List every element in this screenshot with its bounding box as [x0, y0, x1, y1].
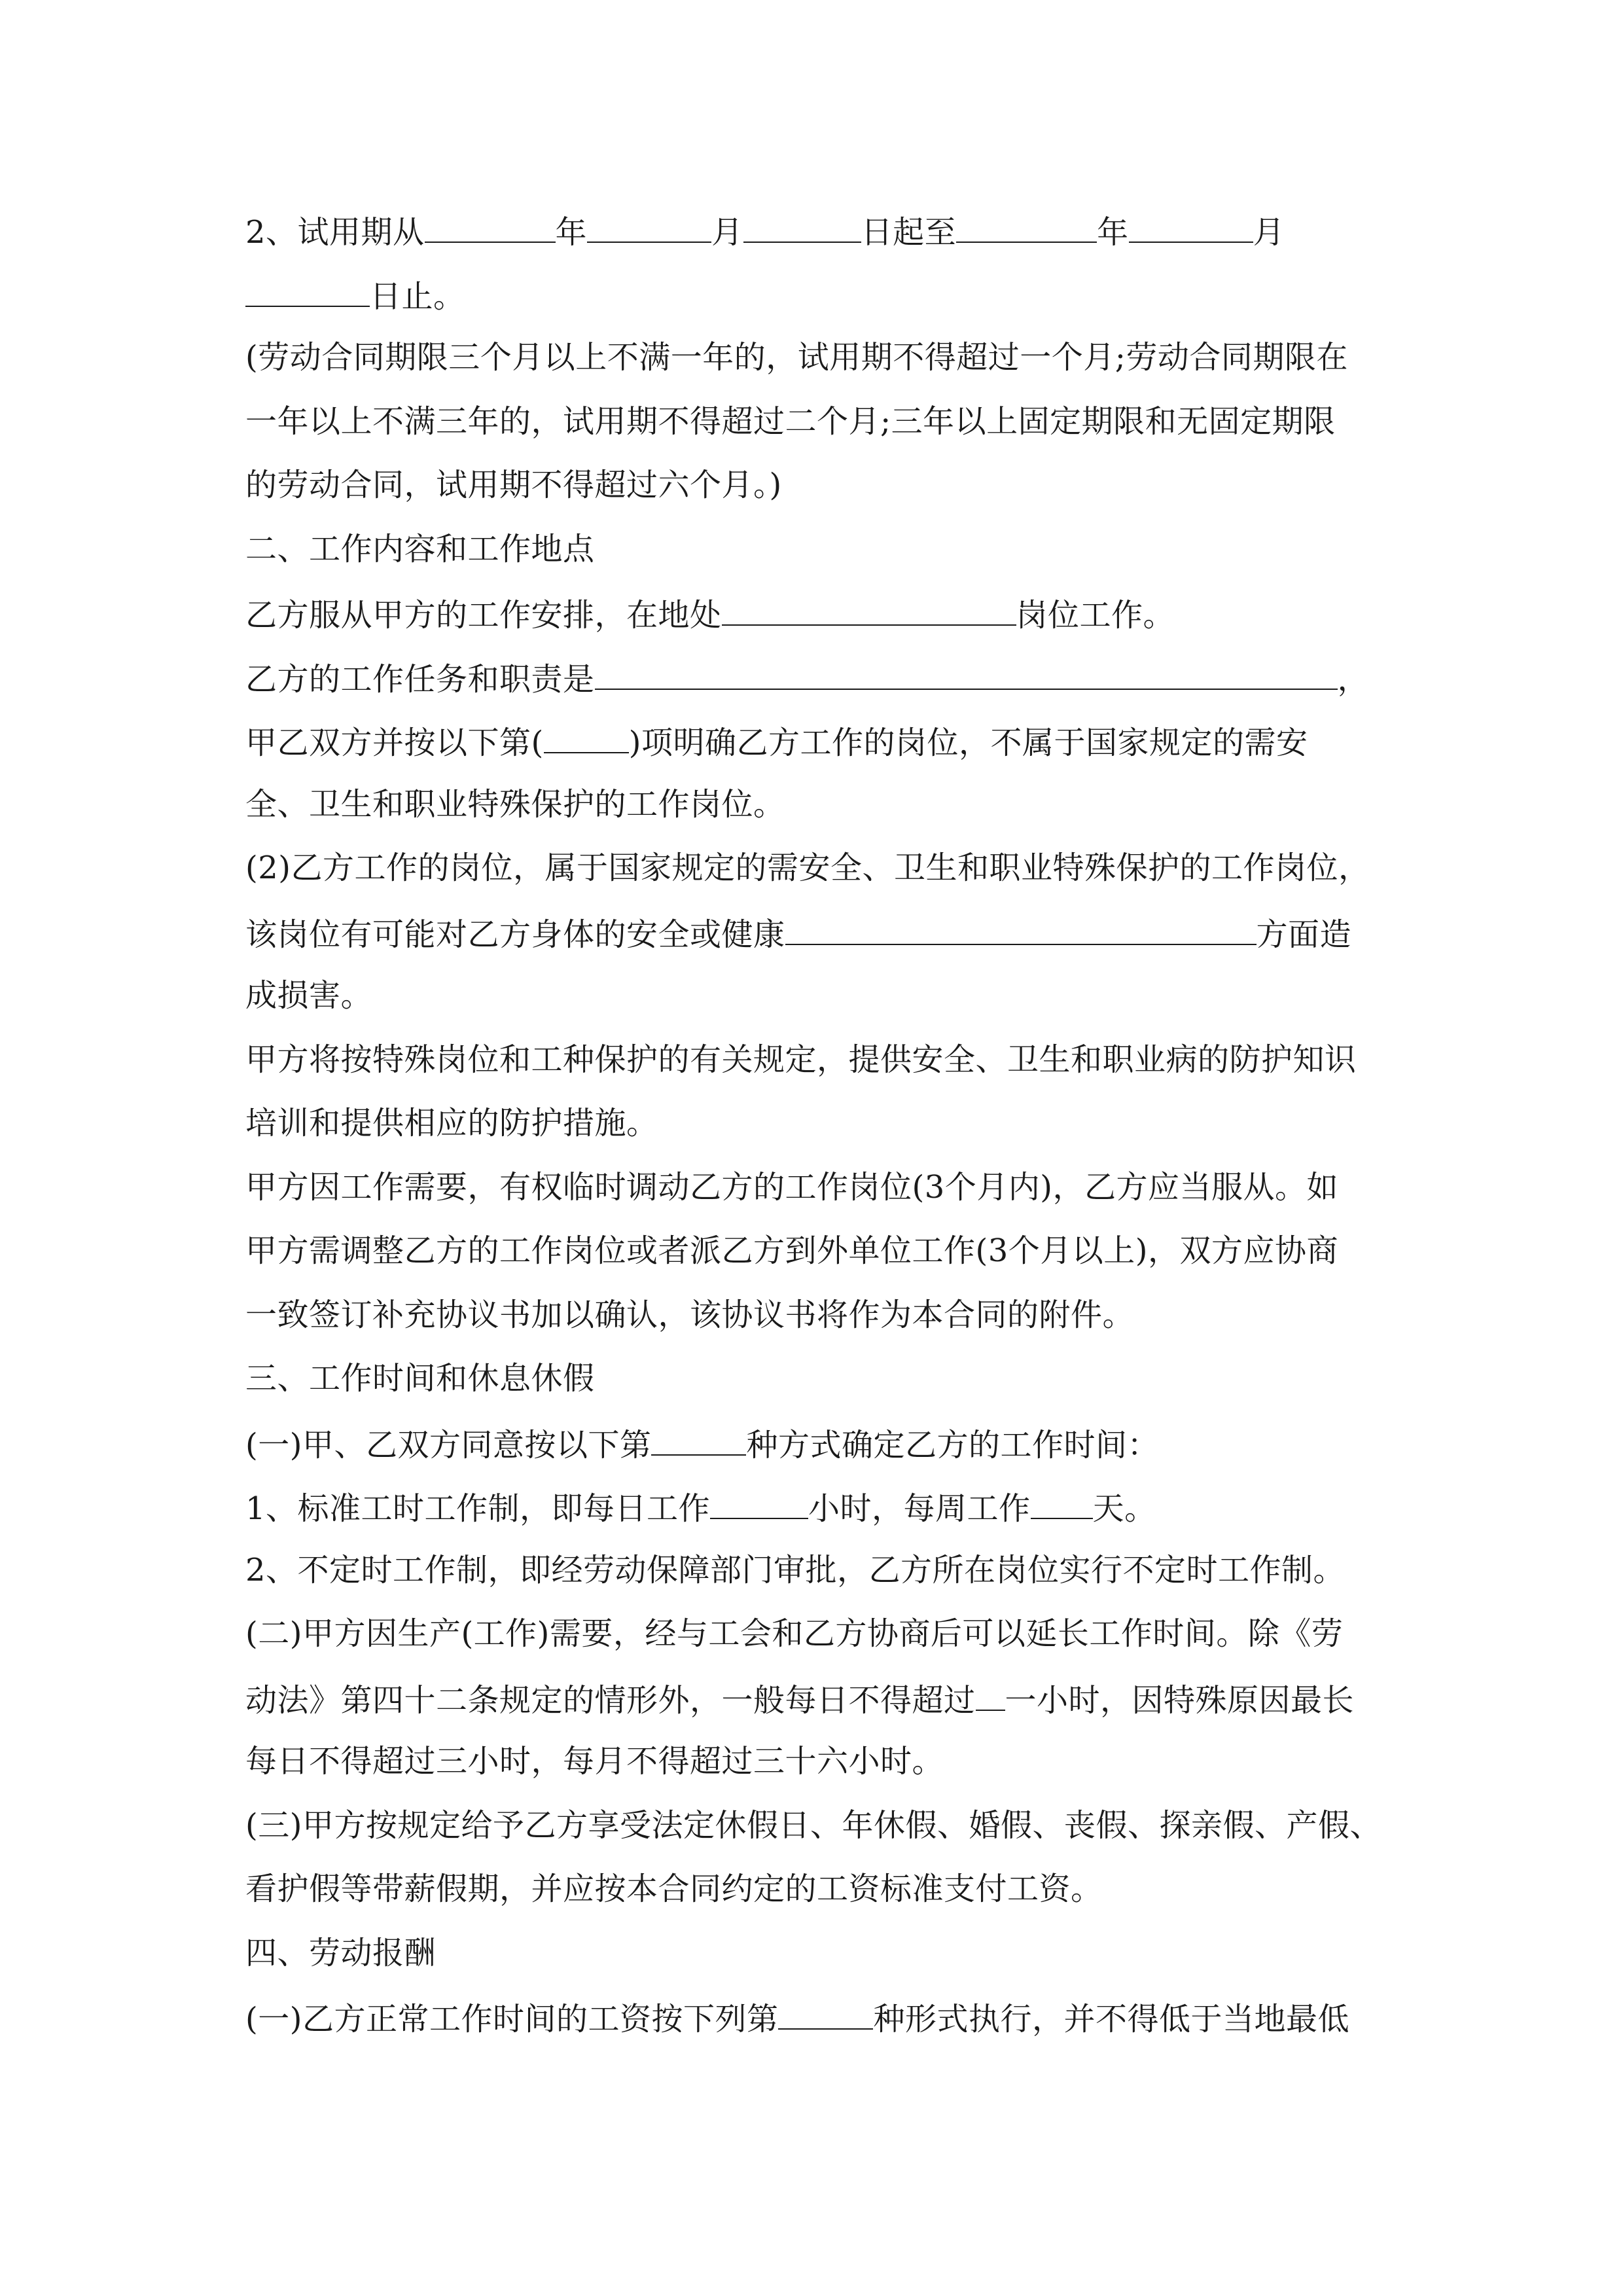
paragraph-line: 一年以上不满三年的，试用期不得超过二个月;三年以上固定期限和无固定期限: [245, 403, 1336, 440]
start-month-blank[interactable]: [587, 198, 711, 243]
work-time-option-line: [245, 1411, 1384, 1475]
paragraph-line: 看护假等带薪假期，并应按本合同约定的工资标准支付工资。: [245, 1871, 1103, 1907]
position-option-blank[interactable]: [544, 709, 629, 753]
text: 动法》第四十二条规定的情形外，一般每日不得超过: [245, 1681, 976, 1719]
text: )项明确乙方工作的岗位，不属于国家规定的需安: [628, 725, 1308, 761]
probation-period-line: [245, 198, 1384, 262]
start-day-blank[interactable]: [743, 198, 861, 243]
section-heading: 三、工作时间和休息休假: [245, 1360, 595, 1397]
duties-blank[interactable]: [595, 645, 1338, 690]
text: (一)甲、乙双方同意按以下第: [245, 1426, 652, 1463]
probation-end-line: [245, 262, 1384, 327]
text: (一)乙方正常工作时间的工资按下列第: [245, 2001, 779, 2037]
text: 小时，每周工作: [808, 1490, 1031, 1527]
text: ，: [1337, 660, 1370, 698]
paragraph-line: 培训和提供相应的防护措施。: [245, 1105, 658, 1141]
text: 一小时，因特殊原因最长: [1005, 1681, 1355, 1719]
work-location-line: [245, 581, 1384, 645]
standard-hours-line: [245, 1475, 1384, 1539]
wage-form-blank[interactable]: [778, 1985, 873, 2030]
position-option-line: [245, 709, 1384, 773]
overtime-line: [245, 1666, 1384, 1731]
paragraph-line: 甲方因工作需要，有权临时调动乙方的工作岗位(3个月内)，乙方应当服从。如: [245, 1168, 1338, 1206]
section-heading: 二、工作内容和工作地点: [245, 530, 595, 567]
paragraph-line: (劳动合同期限三个月以上不满一年的，试用期不得超过一个月;劳动合同期限在: [245, 339, 1348, 376]
text: 1、标准工时工作制，即每日工作: [245, 1490, 711, 1527]
end-month-blank[interactable]: [1129, 198, 1253, 243]
text: 2、试用期从: [245, 214, 425, 251]
text: 月: [711, 214, 743, 251]
section-heading: 四、劳动报酬: [245, 1934, 437, 1971]
work-location-blank[interactable]: [722, 581, 1016, 626]
paragraph-line: 成损害。: [245, 977, 373, 1014]
end-year-blank[interactable]: [956, 198, 1097, 243]
paragraph-line: (二)甲方因生产(工作)需要，经与工会和乙方协商后可以延长工作时间。除《劳: [245, 1615, 1344, 1652]
paragraph-line: (2)乙方工作的岗位，属于国家规定的需安全、卫生和职业特殊保护的工作岗位，: [245, 850, 1370, 886]
text: 方面造: [1256, 916, 1352, 953]
duties-line: [245, 645, 1384, 709]
paragraph-line: 甲方需调整乙方的工作岗位或者派乙方到外单位工作(3个月以上)，双方应协商: [245, 1232, 1338, 1269]
paragraph-line: (三)甲方按规定给予乙方享受法定休假日、年休假、婚假、丧假、探亲假、产假、: [245, 1806, 1382, 1844]
text: 乙方服从甲方的工作安排，在地处: [245, 597, 722, 634]
text: 年: [555, 214, 588, 251]
end-day-blank[interactable]: [245, 262, 370, 307]
text: 天。: [1092, 1490, 1156, 1527]
text: 种方式确定乙方的工作时间：: [746, 1426, 1159, 1463]
contract-body: [245, 198, 1384, 2049]
paragraph-line: 2、不定时工作制，即经劳动保障部门审批，乙方所在岗位实行不定时工作制。: [245, 1551, 1346, 1588]
text: 日止。: [370, 278, 465, 315]
text: 该岗位有可能对乙方身体的安全或健康: [245, 916, 785, 953]
text: 甲乙双方并按以下第(: [245, 725, 544, 761]
paragraph-line: 的劳动合同，试用期不得超过六个月。): [245, 467, 782, 503]
paragraph-line: 一致签订补充协议书加以确认，该协议书将作为本合同的附件。: [245, 1296, 1135, 1333]
health-risk-blank[interactable]: [785, 901, 1257, 945]
paragraph-line: 每日不得超过三小时，每月不得超过三十六小时。: [245, 1743, 944, 1780]
text: 岗位工作。: [1016, 597, 1175, 634]
work-time-option-blank[interactable]: [651, 1411, 746, 1456]
text: 日起至: [861, 214, 957, 251]
overtime-hours-blank[interactable]: [976, 1666, 1005, 1711]
daily-hours-blank[interactable]: [710, 1475, 808, 1519]
text: 种形式执行，并不得低于当地最低: [873, 2001, 1349, 2037]
text: 年: [1097, 214, 1129, 251]
start-year-blank[interactable]: [425, 198, 556, 243]
paragraph-line: 甲方将按特殊岗位和工种保护的有关规定，提供安全、卫生和职业病的防护知识: [245, 1041, 1357, 1078]
text: 乙方的工作任务和职责是: [245, 660, 595, 698]
paragraph-line: 全、卫生和职业特殊保护的工作岗位。: [245, 785, 785, 823]
weekly-days-blank[interactable]: [1031, 1475, 1093, 1519]
text: 月: [1253, 214, 1285, 251]
wage-form-line: [245, 1985, 1384, 2049]
health-risk-line: [245, 901, 1384, 965]
